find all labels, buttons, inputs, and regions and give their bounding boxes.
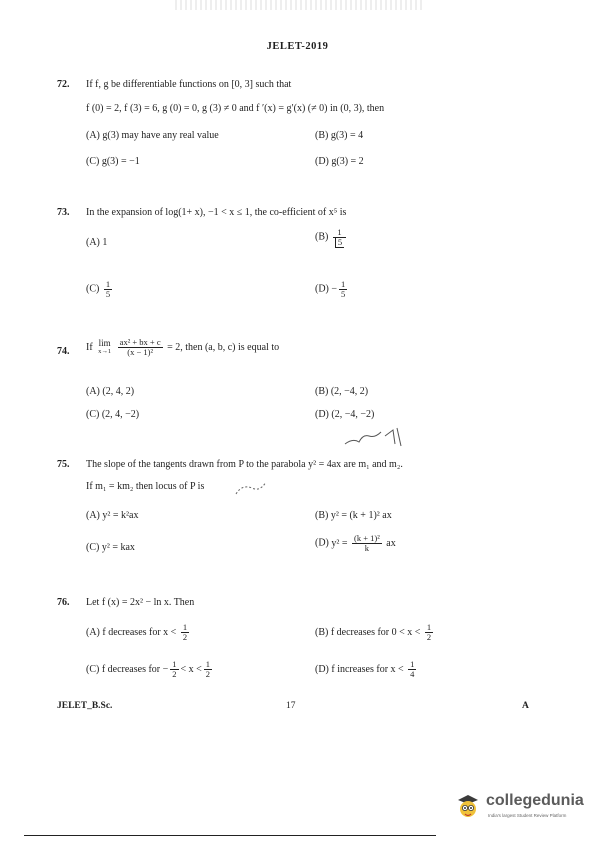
question-number-74: 74. bbox=[57, 346, 70, 357]
fraction-numerator: 1 bbox=[105, 279, 111, 289]
option-c-mid: < x < bbox=[180, 663, 202, 675]
fraction-denominator: 2 bbox=[205, 668, 211, 679]
question-76-option-a bbox=[86, 623, 191, 642]
question-number-75: 75. bbox=[57, 459, 70, 470]
fraction-denominator bbox=[333, 238, 346, 247]
question-number-76: 76. bbox=[57, 597, 70, 608]
question-74-option-b: (B) (2, −4, 2) bbox=[315, 386, 369, 397]
stem-if: If bbox=[86, 341, 93, 353]
question-72-option-b: (B) g(3) = 4 bbox=[315, 130, 364, 141]
option-d-label: (D) bbox=[315, 537, 329, 549]
question-73-stem: In the expansion of log(1+ x), −1 < x ≤ 1, the co-efficient of x⁵ is bbox=[86, 207, 347, 218]
fraction-numerator: 1 bbox=[426, 622, 432, 632]
question-73-option-b bbox=[315, 228, 348, 247]
question-72-stem-line2: f (0) = 2, f (3) = 6, g (0) = 0, g (3) ≠ 0 and f ′(x) = g′(x) (≠ 0) in (0, 3), then bbox=[86, 103, 385, 114]
option-a-text: (A) f decreases for x < bbox=[86, 626, 177, 638]
question-72-option-d: (D) g(3) = 2 bbox=[315, 156, 364, 167]
option-c-label: (C) bbox=[86, 283, 100, 295]
question-75-option-b: (B) y² = (k + 1)² ax bbox=[315, 510, 392, 521]
fraction-numerator: 1 bbox=[333, 228, 346, 238]
question-72-option-c: (C) g(3) = −1 bbox=[86, 156, 140, 167]
fraction-denominator: (x − 1)² bbox=[127, 346, 154, 357]
fraction-numerator: (k + 1)² bbox=[354, 533, 380, 543]
fraction-denominator: 2 bbox=[172, 668, 177, 679]
limit-subscript: x→1 bbox=[98, 347, 112, 355]
question-72-option-a: (A) g(3) may have any real value bbox=[86, 130, 219, 141]
fraction-numerator: 1 bbox=[205, 659, 211, 669]
question-76-option-d bbox=[315, 660, 418, 679]
option-b-text: (B) f decreases for 0 < x < bbox=[315, 626, 421, 638]
fraction bbox=[104, 280, 112, 299]
fraction bbox=[408, 660, 416, 679]
fraction-denominator: 2 bbox=[182, 631, 188, 642]
fraction-denominator: 4 bbox=[410, 668, 415, 679]
option-d-rhs: ax bbox=[386, 537, 396, 549]
question-74-option-a: (A) (2, 4, 2) bbox=[86, 386, 135, 397]
limit-expression bbox=[98, 339, 111, 355]
fraction bbox=[339, 280, 347, 299]
question-75-stem-line1: The slope of the tangents drawn from P to the parabola y² = 4ax are m₁ and m₂. bbox=[86, 459, 403, 470]
collegedunia-logo[interactable] bbox=[454, 790, 586, 828]
graduate-owl-icon bbox=[454, 792, 482, 820]
scan-artifact bbox=[175, 0, 425, 10]
question-75-stem-line2: If m₁ = km₂ then locus of P is bbox=[86, 481, 205, 492]
fraction-denominator: 2 bbox=[426, 631, 432, 642]
question-72-stem-line1: If f, g be differentiable functions on [0, 3] such that bbox=[86, 79, 292, 90]
question-number-73: 73. bbox=[57, 207, 70, 218]
question-75-option-d bbox=[315, 534, 396, 553]
handwritten-mark-icon bbox=[230, 474, 280, 504]
fraction-numerator: 1 bbox=[410, 659, 415, 669]
fraction-denominator: k bbox=[364, 542, 370, 553]
fraction-denominator: 5 bbox=[341, 288, 346, 299]
question-74-stem bbox=[86, 338, 279, 357]
limit-symbol: lim bbox=[98, 338, 111, 349]
option-d-text: (D) f increases for x < bbox=[315, 663, 404, 675]
logo-tagline: India's largest Student Review Platform bbox=[488, 813, 567, 818]
fraction-numerator: 1 bbox=[182, 622, 188, 632]
option-c-text: (C) f decreases for − bbox=[86, 663, 169, 675]
question-74-option-c: (C) (2, 4, −2) bbox=[86, 409, 140, 420]
fraction bbox=[118, 338, 163, 357]
set-label: A bbox=[522, 701, 529, 711]
fraction bbox=[425, 623, 433, 642]
question-76-stem: Let f (x) = 2x² − ln x. Then bbox=[86, 597, 195, 608]
question-75-option-a: (A) y² = k²ax bbox=[86, 510, 139, 521]
minus-sign: − bbox=[331, 283, 338, 295]
page-number: 17 bbox=[286, 701, 296, 711]
logo-wordmark: collegedunia bbox=[486, 792, 584, 809]
handwritten-scribble-icon bbox=[335, 422, 425, 452]
factorial-symbol: 5 bbox=[335, 237, 344, 248]
question-73-option-a: (A) 1 bbox=[86, 237, 108, 248]
stem-rest: = 2, then (a, b, c) is equal to bbox=[167, 341, 280, 353]
question-76-option-c bbox=[86, 660, 214, 679]
option-b-label: (B) bbox=[315, 231, 329, 243]
page-title: JELET-2019 bbox=[266, 41, 329, 52]
fraction-numerator: 1 bbox=[172, 659, 177, 669]
fraction-numerator: 1 bbox=[341, 279, 346, 289]
option-d-lhs: y² = bbox=[331, 537, 348, 549]
question-73-option-c bbox=[86, 280, 114, 299]
footer-divider bbox=[24, 835, 436, 836]
question-number-72: 72. bbox=[57, 79, 70, 90]
fraction bbox=[352, 534, 382, 553]
fraction bbox=[181, 623, 189, 642]
footer-code: JELET_B.Sc. bbox=[57, 701, 113, 711]
fraction-denominator: 5 bbox=[105, 288, 111, 299]
option-d-label: (D) bbox=[315, 283, 329, 295]
fraction bbox=[204, 660, 212, 679]
question-75-option-c: (C) y² = kax bbox=[86, 542, 135, 553]
fraction-numerator: ax² + bx + c bbox=[119, 337, 161, 347]
question-73-option-d bbox=[315, 280, 349, 299]
fraction bbox=[170, 660, 178, 679]
question-74-option-d: (D) (2, −4, −2) bbox=[315, 409, 375, 420]
fraction bbox=[333, 228, 346, 247]
question-76-option-b bbox=[315, 623, 435, 642]
